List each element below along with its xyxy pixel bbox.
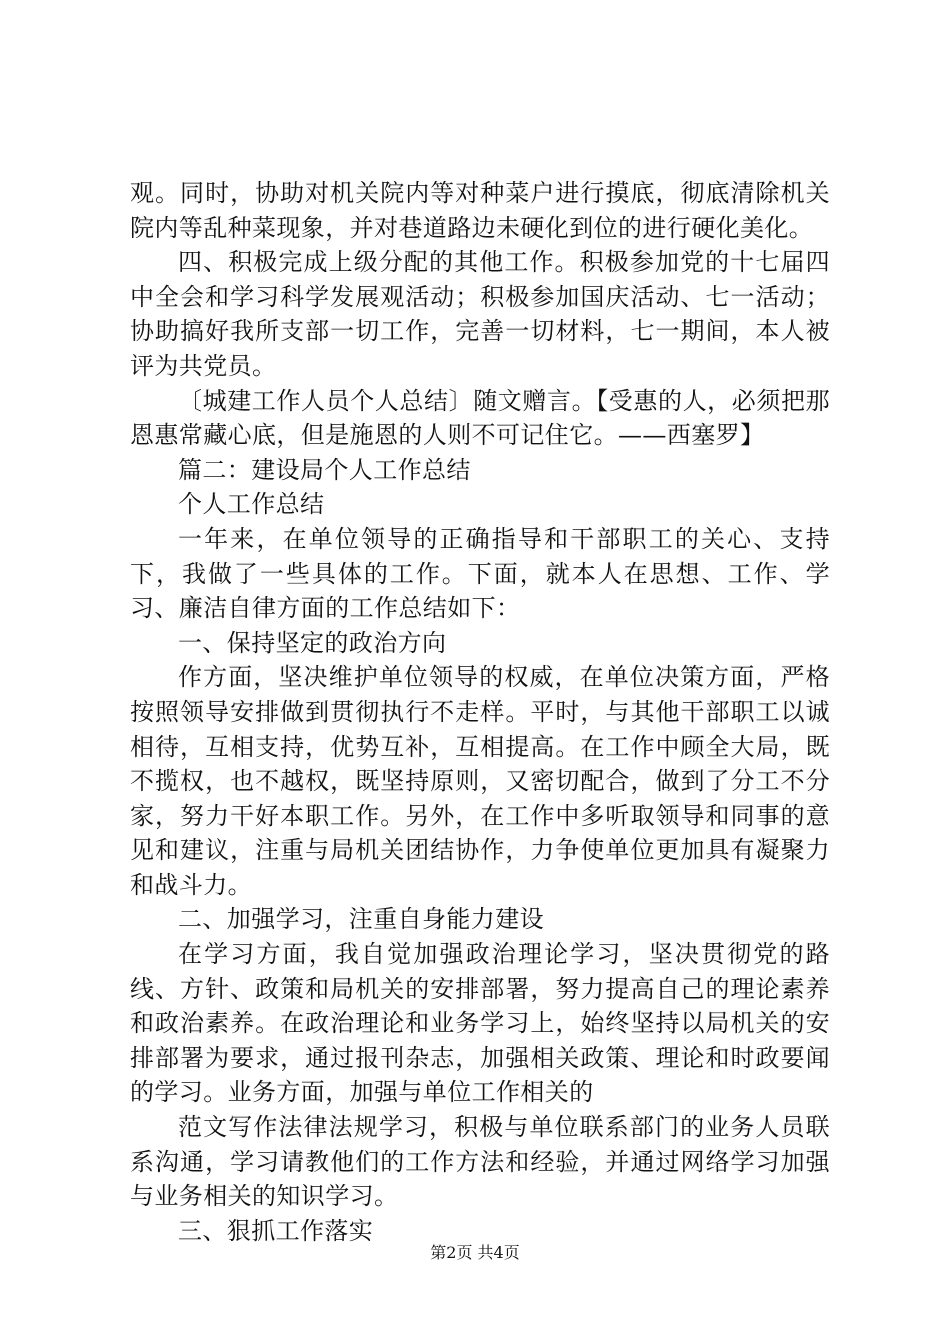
subheading-1: 一、保持坚定的政治方向 bbox=[178, 628, 447, 657]
paragraph-work: 作方面，坚决维护单位领导的权威，在单位决策方面，严格按照领导安排做到贯彻执行不走样。平时，与其他干部职工以诚相待，互相支持，优势互补，互相提高。在工作中顾全大局，既不揽权，也不越权，既坚持原则，又密切配合，做到了分工不分家，努力干好本职工作。另外，在工作中多听取领导和同事的意见和建议，注重与局机关团结协作，力争使单位更加具有凝聚力和战斗力。 bbox=[130, 663, 830, 899]
subheading-2: 二、加强学习，注重自身能力建设 bbox=[178, 905, 544, 934]
paragraph-3: 〔城建工作人员个人总结〕随文赠言。【受惠的人，必须把那恩惠常藏心底，但是施恩的人则不可记住它。——西塞罗】 bbox=[130, 386, 830, 450]
paragraph-2: 四、积极完成上级分配的其他工作。积极参加党的十七届四中全会和学习科学发展观活动；积极参加国庆活动、七一活动；协助搞好我所支部一切工作，完善一切材料，七一期间，本人被评为共党员。 bbox=[130, 248, 830, 380]
document-body bbox=[130, 176, 830, 1248]
section-heading-chapter-two: 篇二：建设局个人工作总结 bbox=[178, 455, 471, 484]
paragraph-intro: 一年来，在单位领导的正确指导和干部职工的关心、支持下，我做了一些具体的工作。下面，就本人在思想、工作、学习、廉洁自律方面的工作总结如下： bbox=[130, 524, 830, 623]
section-heading-summary: 个人工作总结 bbox=[178, 490, 325, 519]
paragraph-law-study: 范文写作法律法规学习，积极与单位联系部门的业务人员联系沟通，学习请教他们的工作方法和经验，并通过网络学习加强与业务相关的知识学习。 bbox=[130, 1113, 830, 1211]
subheading-3: 三、狠抓工作落实 bbox=[178, 1216, 374, 1245]
page-number-footer: 第2页 共4页 bbox=[430, 1243, 520, 1262]
paragraph-study: 在学习方面，我自觉加强政治理论学习，坚决贯彻党的路线、方针、政策和局机关的安排部署，努力提高自己的理论素养和政治素养。在政治理论和业务学习上，始终坚持以局机关的安排部署为要求，通过报刊杂志，加强相关政策、理论和时政要闻的学习。业务方面，加强与单位工作相关的 bbox=[130, 940, 830, 1107]
paragraph-1: 观。同时，协助对机关院内等对种菜户进行摸底，彻底清除机关院内等乱种菜现象，并对巷道路边未硬化到位的进行硬化美化。 bbox=[130, 179, 830, 242]
